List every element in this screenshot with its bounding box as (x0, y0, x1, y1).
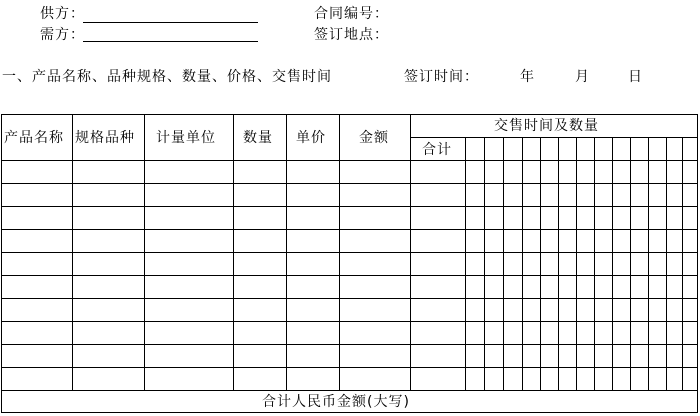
col-header-quantity: 数量 (243, 130, 273, 146)
supplier-label: 供方： (40, 6, 85, 22)
col-header-delivery: 交售时间及数量 (494, 118, 599, 134)
col-header-unit-price: 单价 (296, 130, 326, 146)
col-header-amount: 金额 (359, 130, 389, 146)
col-header-unit: 计量单位 (156, 130, 216, 146)
buyer-label: 需方： (40, 27, 85, 43)
total-amount-in-words-label: 合计人民币金额(大写) (262, 394, 410, 410)
col-header-spec: 规格品种 (75, 130, 135, 146)
contract-number-label: 合同编号： (314, 6, 389, 22)
col-header-product-name: 产品名称 (4, 130, 64, 146)
month-label: 月 (575, 69, 590, 85)
year-label: 年 (520, 69, 535, 85)
sign-place-label: 签订地点： (314, 27, 389, 43)
col-header-delivery-total: 合计 (422, 142, 452, 158)
section-title: 一、产品名称、品种规格、数量、价格、交售时间 (2, 69, 332, 85)
day-label: 日 (628, 69, 643, 85)
sign-time-label: 签订时间： (404, 69, 479, 85)
